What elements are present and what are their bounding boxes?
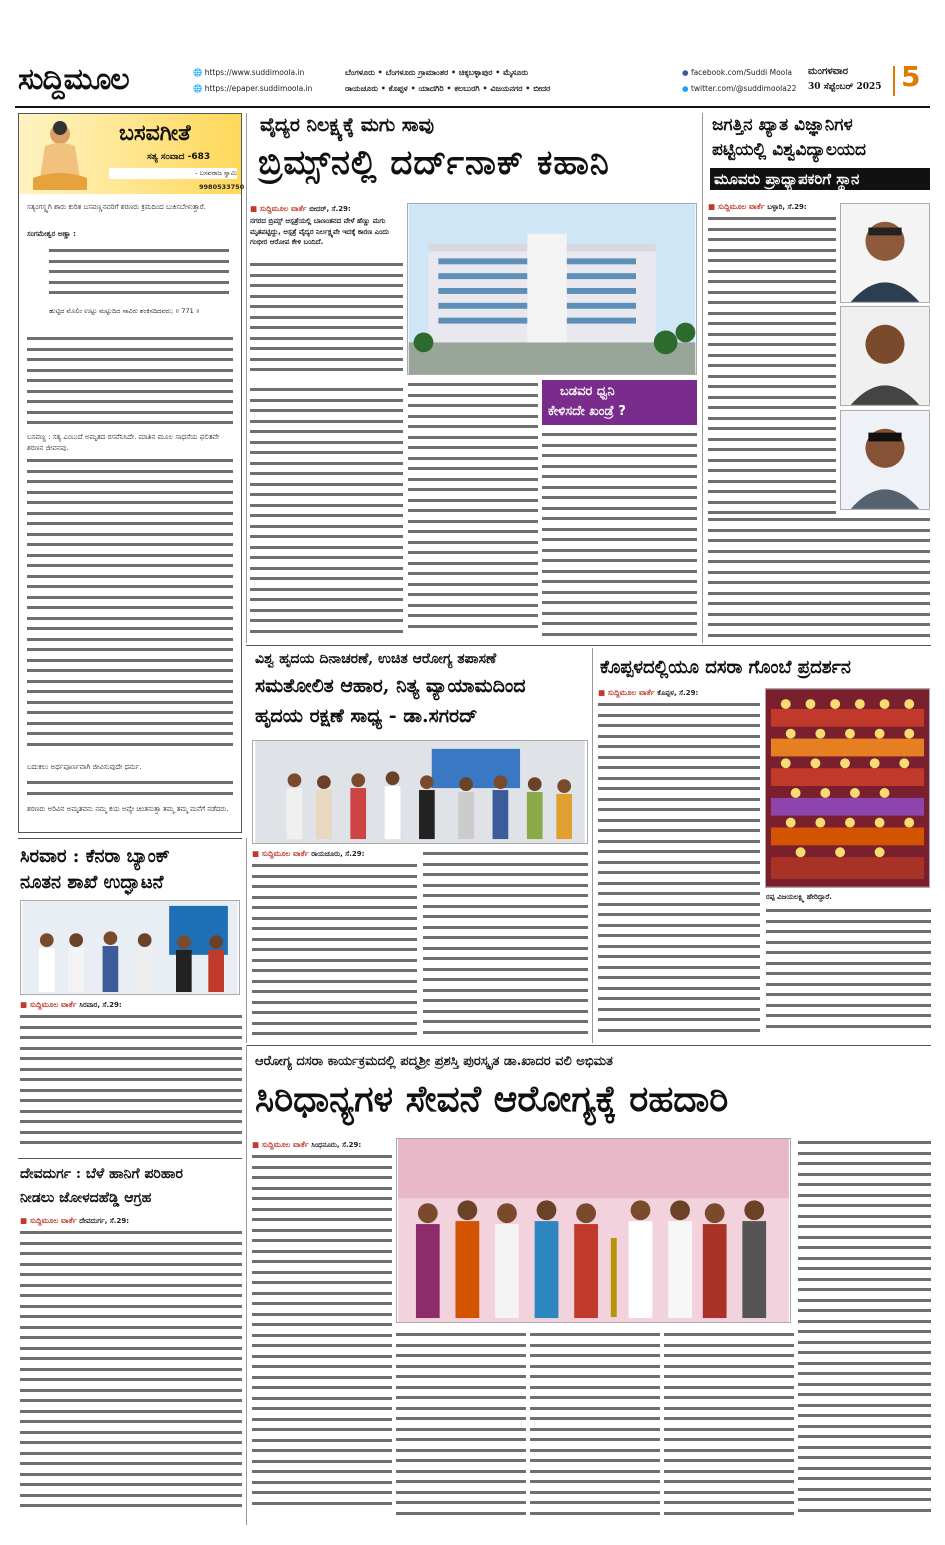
city: ರಾಯಚೂರು [345, 84, 378, 93]
basavageete-body-2: ಬದುಕಲು ಅರ್ಥಪೂರ್ಣವಾಗಿ ಜೀವಿಸುವುದೇ ಧರ್ಮ. [27, 763, 142, 771]
basavageete-author: - ಬಸವರಾಜ ಸ್ವಾಮಿ [195, 169, 237, 177]
city: ಯಾದಗಿರಿ [418, 84, 444, 93]
koppal-caption: ರಪ್ಪ ವಿಜಯಲಕ್ಷ್ಮಿ ಹೇರಿದ್ದಾರೆ. [766, 893, 832, 901]
basavageete-box [18, 113, 245, 833]
canara-inauguration-photo [20, 900, 240, 995]
univ-text-2 [708, 515, 930, 640]
siridhanya-text-col5 [798, 1138, 931, 1520]
newspaper-logo: ಸುದ್ದಿಮೂಲ [18, 62, 129, 97]
text-block [27, 334, 233, 429]
brims-text-col1 [250, 260, 403, 382]
brims-headline: ಬ್ರಿಮ್ಸ್‌ನಲ್ಲಿ ದರ್ದ್‌ನಾಕ್ ಕಹಾನಿ [258, 143, 610, 183]
brims-lead: ನಗರದ ಬ್ರಿಮ್ಸ್ ಆಸ್ಪತ್ರೆಯಲ್ಲಿ ಬಾಣಂತನದ ವೇಳೆ ಹೆಣ್ಣು ಮಗು ಮೃತಪಟ್ಟಿದ್ದು, ಆಸ್ಪತ್ರೆ ವೈದ್ಯರ ನಿರ್ಲಕ್ಷ್ಯವೇ ಇದಕ್ಕೆ ಕಾರಣ ಎಂದು ಗಂಭೀರ ಆರೋಪ ಕೇಳಿ ಬಂದಿದೆ. [250, 217, 389, 246]
basavageete-body-1: ಬಸವಣ್ಣ : ಸತ್ಯ ಎಂಬುದೆ ಅಮೃತದ ರಸವೆನಿಸಿದೇ. ಮಾತಿನ ಮೂಲ ಸಾಧನೆಯ ಫಲಿತವೇ ಶರಣನ ಜೀವನವು. [27, 433, 220, 452]
professor-photo-3 [840, 410, 930, 510]
verse-block [49, 246, 229, 306]
city: ಬೀದರ [533, 84, 551, 93]
heart-event-photo [252, 740, 588, 844]
siridhanya-text-col3 [530, 1330, 660, 1520]
issue-day: ಮಂಗಳವಾರ [808, 66, 849, 77]
page-divider [893, 66, 895, 96]
brims-hospital-photo [407, 203, 697, 375]
devadurga-byline: ■ ಸುದ್ದಿಮೂಲ ವಾರ್ತೆ ದೇವದುರ್ಗ, ಸೆ.29: [20, 1216, 130, 1225]
basavageete-body-3: ಶರಣರು ಅರಿವಿನ ಅಮೃತವನು ನಮ್ಮ ಕಯ ಅವ್ಯೇ ಚಿಂತನುತ್ತಾ ತಮ್ಮ ತಮ್ಮ ಮನೆಗೆ ನಡೆದರು. [27, 805, 229, 813]
city: ಕೊಪ್ಪಳ [388, 84, 408, 93]
canara-headline-2: ನೂತನ ಶಾಖೆ ಉದ್ಘಾಟನೆ [20, 872, 164, 893]
univ-headline-2: ಪಟ್ಟಿಯಲ್ಲಿ ವಿಶ್ವವಿದ್ಯಾಲಯದ [712, 140, 867, 160]
brims-kicker: ವೈದ್ಯರ ನಿಲಕ್ಷ್ಯಕ್ಕೆ ಮಗು ಸಾವು [260, 114, 435, 136]
koppal-headline: ಕೊಪ್ಪಳದಲ್ಲಿಯೂ ದಸರಾ ಗೊಂಬೆ ಪ್ರದರ್ಶನ [600, 657, 851, 678]
twitter-icon: ● [682, 84, 689, 93]
univ-headline-1: ಜಗತ್ತಿನ ಖ್ಯಾತ ವಿಜ್ಞಾನಿಗಳ [712, 115, 853, 135]
badavara-box [542, 380, 697, 425]
badavara-line2: ಕೇಳಿಸದೇ ಖಂಡ್ರೆ ? [548, 404, 626, 419]
twitter-link[interactable]: ● twitter.com/@suddimoola22 [682, 84, 797, 93]
canara-byline: ■ ಸುದ್ದಿಮೂಲ ವಾರ್ತೆ ಸಿರವಾರ, ಸೆ.29: [20, 1000, 122, 1009]
brims-text-col3 [408, 380, 538, 640]
city-list-row1: ಬೆಂಗಳೂರು • ಬೆಂಗಳೂರು ಗ್ರಾಮಾಂತರ • ಚಿಕ್ಕಬಳ್ಳಾಪುರ • ಮೈಸೂರು [345, 68, 529, 77]
siridhanya-byline: ■ ಸುದ್ದಿಮೂಲ ವಾರ್ತೆ ಸಿಂಧನೂರು, ಸೆ.29: [252, 1140, 362, 1149]
univ-byline: ■ ಸುದ್ದಿಮೂಲ ವಾರ್ತೆ ಬಳ್ಳಾರಿ, ಸೆ.29: [708, 202, 807, 211]
issue-date: 30 ಸೆಪ್ಟೆಂಬರ್ 2025 [808, 82, 882, 92]
brims-byline: ■ ಸುದ್ದಿಮೂಲ ವಾರ್ತೆ ಬೀದರ್, ಸೆ.29: [250, 204, 351, 213]
page-number: 5 [901, 60, 921, 93]
devadurga-headline-1: ದೇವದುರ್ಗ : ಬೆಳೆ ಹಾನಿಗೆ ಪರಿಹಾರ [20, 1166, 183, 1182]
badavara-line1: ಬಡವರ ಧ್ವನಿ [560, 384, 615, 399]
basavageete-phone: 9980533750 [199, 183, 245, 191]
city-list-row2: ರಾಯಚೂರು • ಕೊಪ್ಪಳ • ಯಾದಗಿರಿ • ಕಲಬುರಗಿ • ವಿಜಯನಗರ • ಬೀದರ [345, 84, 551, 93]
facebook-icon: ● [682, 68, 689, 77]
heart-headline-1: ಸಮತೋಲಿತ ಆಹಾರ, ನಿತ್ಯ ವ್ಯಾಯಾಮದಿಂದ [255, 675, 526, 697]
canara-headline-1: ಸಿರವಾರ : ಕೆನರಾ ಬ್ಯಾಂಕ್ [20, 846, 170, 867]
basavanna-illustration [25, 118, 95, 194]
city: ವಿಜಯನಗರ [490, 84, 523, 93]
author-strip [109, 168, 237, 179]
basavageete-intro: ಸತ್ಯಂಗಸ್ಥ್ಯಗಿ ಶಾರು ಕುರಿತ ಬಸವಣ್ಣನವರಿಗೆ ಶರಣರು ಕ್ರಮದಿಂದ ಬುಕಿಸಬೇಳುತ್ತಾರೆ. [27, 203, 206, 211]
dasara-dolls-photo [765, 688, 930, 888]
text-block [27, 456, 233, 756]
epaper-link[interactable]: 🌐 https://epaper.suddimoola.in [193, 84, 313, 93]
devadurga-text [20, 1228, 242, 1520]
city: ಬೆಂಗಳೂರು ಗ್ರಾಮಾಂತರ [385, 68, 449, 77]
siridhanya-text-col4 [664, 1330, 794, 1520]
facebook-link[interactable]: ● facebook.com/Suddi Moola [682, 68, 792, 77]
brims-text-col2 [250, 385, 403, 640]
koppal-text-col2 [766, 906, 931, 1040]
devadurga-headline-2: ನೀಡಲು ಜೋಳದಹೆಡ್ಡಿ ಆಗ್ರಹ [20, 1190, 152, 1206]
canara-text [20, 1012, 242, 1152]
siridhanya-text-col2 [396, 1330, 526, 1520]
text-block [27, 778, 233, 800]
siridhanya-kicker: ಆರೋಗ್ಯ ದಸರಾ ಕಾರ್ಯಕ್ರಮದಲ್ಲಿ ಪದ್ಮಶ್ರೀ ಪ್ರಶಸ್ತಿ ಪುರಸ್ಕೃತ ಡಾ.ಖಾದರ ವಲಿ ಅಭಿಮತ [255, 1054, 613, 1069]
city: ಚಿಕ್ಕಬಳ್ಳಾಪುರ [458, 68, 493, 77]
heart-kicker: ವಿಶ್ವ ಹೃದಯ ದಿನಾಚರಣೆ, ಉಚಿತ ಆರೋಗ್ಯ ತಪಾಸಣೆ [255, 651, 497, 667]
siridhanya-text-col1 [252, 1152, 392, 1512]
koppal-byline: ■ ಸುದ್ದಿಮೂಲ ವಾರ್ತೆ ಕೊಪ್ಪಳ, ಸೆ.29: [598, 688, 699, 697]
brims-text-col4 [542, 430, 697, 640]
professor-photo-2 [840, 306, 930, 406]
city: ಕಲಬುರಗಿ [454, 84, 480, 93]
masthead [0, 60, 945, 105]
city: ಮೈಸೂರು [503, 68, 529, 77]
heart-text-col1 [252, 861, 417, 1041]
heart-text-col2 [423, 849, 588, 1041]
basavageete-subhead: ಸಂಗಮೇಶ್ವರ ಅಣ್ಣಾ : [27, 230, 76, 238]
heart-byline: ■ ಸುದ್ದಿಮೂಲ ವಾರ್ತೆ ರಾಯಚೂರು, ಸೆ.29: [252, 849, 365, 858]
koppal-text-col1 [598, 700, 760, 1040]
univ-headline-3: ಮೂವರು ಪ್ರಾಧ್ಯಾಪಕರಿಗೆ ಸ್ಥಾನ [710, 168, 930, 190]
basavageete-verse: ಹುಟ್ಟಿದ ಮೊಲಿಂ ಉಟ್ಟು ಮಟ್ಟುದಿದ ಸಾವಿರು ಶಂಕಿಸದಿದವರು; ॥ 771 ॥ [49, 307, 200, 315]
website-link[interactable]: 🌐 https://www.suddimoola.in [193, 68, 305, 77]
basavageete-subtitle: ಸತ್ಯ ಸಂವಾದ -683 [147, 152, 211, 162]
heart-headline-2: ಹೃದಯ ರಕ್ಷಣೆ ಸಾಧ್ಯ - ಡಾ.ಸಗರದ್ [255, 705, 478, 727]
siridhanya-headline: ಸಿರಿಧಾನ್ಯಗಳ ಸೇವನೆ ಆರೋಗ್ಯಕ್ಕೆ ರಹದಾರಿ [255, 1078, 729, 1120]
basavageete-title: ಬಸವಗೀತೆ [119, 120, 191, 146]
professor-photo-1 [840, 203, 930, 303]
city: ಬೆಂಗಳೂರು [345, 68, 375, 77]
siridhanya-event-photo [396, 1138, 791, 1323]
